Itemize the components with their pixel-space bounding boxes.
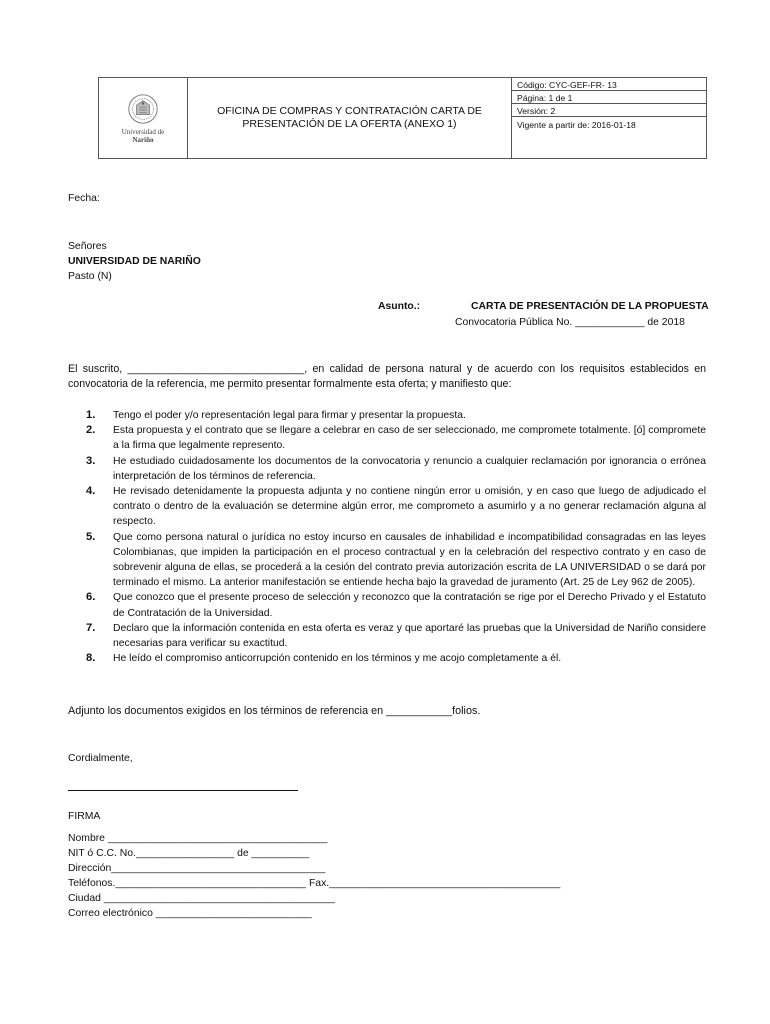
list-item [86,590,706,620]
adjunto-text: Adjunto los documentos exigidos en los términos de referencia en ___________folios. [68,705,481,717]
list-item [86,454,706,484]
intro-paragraph: El suscrito, ______________________________, en calidad de persona natural y de acuerdo con los requisitos establecidos en convocatoria de la referencia, me permito presentar formalmente esta oferta; y manifiesto que: [68,363,706,390]
field-correo: Correo electrónico ___________________________ [68,908,312,919]
list-item-number: 4. [86,485,96,498]
pagina-cell: Página: 1 de 1 [512,91,706,104]
firma-label: FIRMA [68,811,101,822]
list-item-number: 1. [86,409,96,421]
list-item-number: 3. [86,454,96,467]
field-nit: NIT ó C.C. No._________________ de __________ [68,848,310,859]
list-item-text: He leído el compromiso anticorrupción contenido en los términos y me acojo completamente a él. [113,653,562,665]
subject-convocatoria: Convocatoria Pública No. ____________ de 2018 [455,317,685,328]
list-item-text: He estudiado cuidadosamente los documentos de la convocatoria y renuncio a cualquier reclamación por ignorancia o errónea interpretación de los términos de referencia. [113,455,706,482]
fecha-label: Fecha: [68,193,100,204]
logo-text-line2: Nariño [132,136,154,144]
closing-cordialmente: Cordialmente, [68,753,133,764]
list-item-number: 7. [86,621,96,634]
list-item-number: 2. [86,424,96,437]
subject-label: Asunto.: [378,301,421,312]
list-item [86,530,706,591]
codigo-cell: Código: CYC-GEF-FR- 13 [512,78,706,91]
list-item [86,651,706,666]
field-direccion: Dirección_____________________________________ [68,863,326,874]
list-item [86,423,706,453]
list-item-text: Que como persona natural o jurídica no estoy incurso en causales de inhabilidad e incompatibilidad consagradas en las leyes Colombianas, que impiden la participación en el proceso contractual y en la celebración del respectivo contrato y en caso de sobrevenir alguna de ellas, se procederá a la cesión del contrato previa autorización escrita de LA UNIVERSIDAD o se dará por terminado el mismo. La anterior manifestación se entiende hecha bajo la gravedad de juramento (Art. 25 de Ley 962 de 2005). [113,531,706,589]
document-metadata [512,78,706,158]
university-logo [99,78,188,158]
recipient-salutation: Señores [68,241,107,252]
list-item-text: He revisado detenidamente la propuesta adjunta y no contiene ningún error u omisión, y en caso que luego de adjudicado el contrato o dentro de la evaluación se determine algún error, me comprometo a asumirlo y a no generar reclamación alguna al respecto. [113,486,706,528]
list-item [86,621,706,651]
field-ciudad: Ciudad ________________________________________ [68,893,335,904]
list-item-number: 8. [86,652,96,665]
list-item-text: Esta propuesta y el contrato que se llegare a celebrar en caso de ser seleccionado, me compromete totalmente. [ó] compromete a la firma que legalmente represento. [113,425,706,452]
field-telefonos: Teléfonos._________________________________ Fax.________________________________________ [68,878,561,889]
document-header [98,77,707,159]
declarations-list [86,408,706,666]
vigente-cell: Vigente a partir de: 2016-01-18 [517,120,636,130]
list-item-text: Declaro que la información contenida en esta oferta es veraz y que aportaré las pruebas que la Universidad de Nariño considere necesarias para verificar su exactitud. [113,622,706,650]
list-item-text: Que conozco que el presente proceso de selección y reconozco que la contratación se rige por el Derecho Privado y el Estatuto de Contratación de la Universidad. [113,592,706,619]
list-item [86,484,706,530]
recipient-university: UNIVERSIDAD DE NARIÑO [68,256,201,267]
list-item-number: 6. [86,591,96,604]
university-seal-icon [124,92,162,126]
list-item-number: 5. [86,530,96,543]
list-item [86,408,706,423]
subject-title: CARTA DE PRESENTACIÓN DE LA PROPUESTA [471,301,709,312]
document-title: OFICINA DE COMPRAS Y CONTRATACIÓN CARTA DE PRESENTACIÓN DE LA OFERTA (ANEXO 1) [188,78,512,158]
signature-line [68,790,298,791]
list-item-text: Tengo el poder y/o representación legal para firmar y presentar la propuesta. [113,410,466,421]
logo-text-line1: Universidad de [121,128,165,136]
field-nombre: Nombre ______________________________________ [68,833,328,844]
version-cell: Versión: 2 [512,104,706,117]
recipient-city: Pasto (N) [68,271,112,282]
